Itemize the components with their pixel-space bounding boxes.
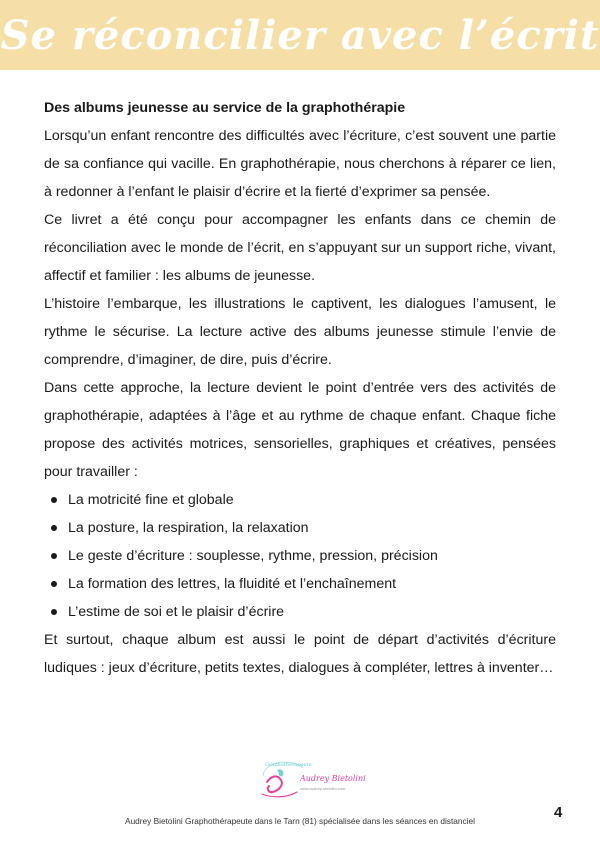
bullet-icon xyxy=(51,609,57,615)
bullet-icon xyxy=(51,525,57,531)
list-item-text: La formation des lettres, la fluidité et l’enchaînement xyxy=(68,576,397,592)
page-title: Se réconcilier avec l’écrit xyxy=(0,11,600,59)
logo-url: www.audrey-bietolini.com xyxy=(300,786,346,791)
list-item-text: La motricité fine et globale xyxy=(68,492,234,508)
list-item xyxy=(44,514,556,542)
bullet-icon xyxy=(51,581,57,587)
paragraph: Ce livret a été conçu pour accompagner les enfants dans ce chemin de réconciliation avec le monde de l’écrit, en s’appuyant sur un support riche, vivant, affectif et familier : les albums de jeunesse. xyxy=(44,212,556,284)
list-item xyxy=(44,486,556,514)
list-item xyxy=(44,542,556,570)
paragraph: Dans cette approche, la lecture devient le point d’entrée vers des activités de graphothérapie, adaptées à l’âge et au rythme de chaque enfant. Chaque fiche propose des activités motrices, sensorielles, graphiques et créatives, pensées pour travailler : xyxy=(44,380,556,480)
logo-arc-text: Graphothérapeute xyxy=(265,762,312,768)
skills-list xyxy=(44,486,556,626)
footer-caption: Audrey Bietolini Graphothérapeute dans le Tarn (81) spécialisée dans les séances en distanciel xyxy=(125,816,475,826)
bullet-icon xyxy=(51,553,57,559)
list-item xyxy=(44,598,556,626)
paragraph: L’histoire l’embarque, les illustrations le captivent, les dialogues l’amusent, le rythme le sécurise. La lecture active des albums jeunesse stimule l’envie de comprendre, d’imaginer, de dire, puis d’écrire. xyxy=(44,296,556,368)
logo-name: Audrey Bietolini xyxy=(300,774,366,783)
page-number: 4 xyxy=(554,804,563,821)
main-content xyxy=(44,96,556,682)
list-item-text: Le geste d’écriture : souplesse, rythme, pression, précision xyxy=(68,548,438,564)
list-item-text: La posture, la respiration, la relaxation xyxy=(68,520,309,536)
paragraph: Lorsqu’un enfant rencontre des difficultés avec l’écriture, c’est souvent une partie de sa confiance qui vacille. En graphothérapie, nous cherchons à réparer ce lien, à redonner à l’enfant le plaisir d’écrire et la fierté d’exprimer sa pensée. xyxy=(44,128,556,200)
section-subtitle: Des albums jeunesse au service de la graphothérapie xyxy=(44,100,406,116)
bullet-icon xyxy=(51,497,57,503)
header-banner xyxy=(0,0,600,70)
list-item-text: L’estime de soi et le plaisir d’écrire xyxy=(68,604,285,620)
closing-paragraph: Et surtout, chaque album est aussi le point de départ d’activités d’écriture ludiques : jeux d’écriture, petits textes, dialogues à compléter, lettres à inventer… xyxy=(44,632,556,676)
list-item xyxy=(44,570,556,598)
